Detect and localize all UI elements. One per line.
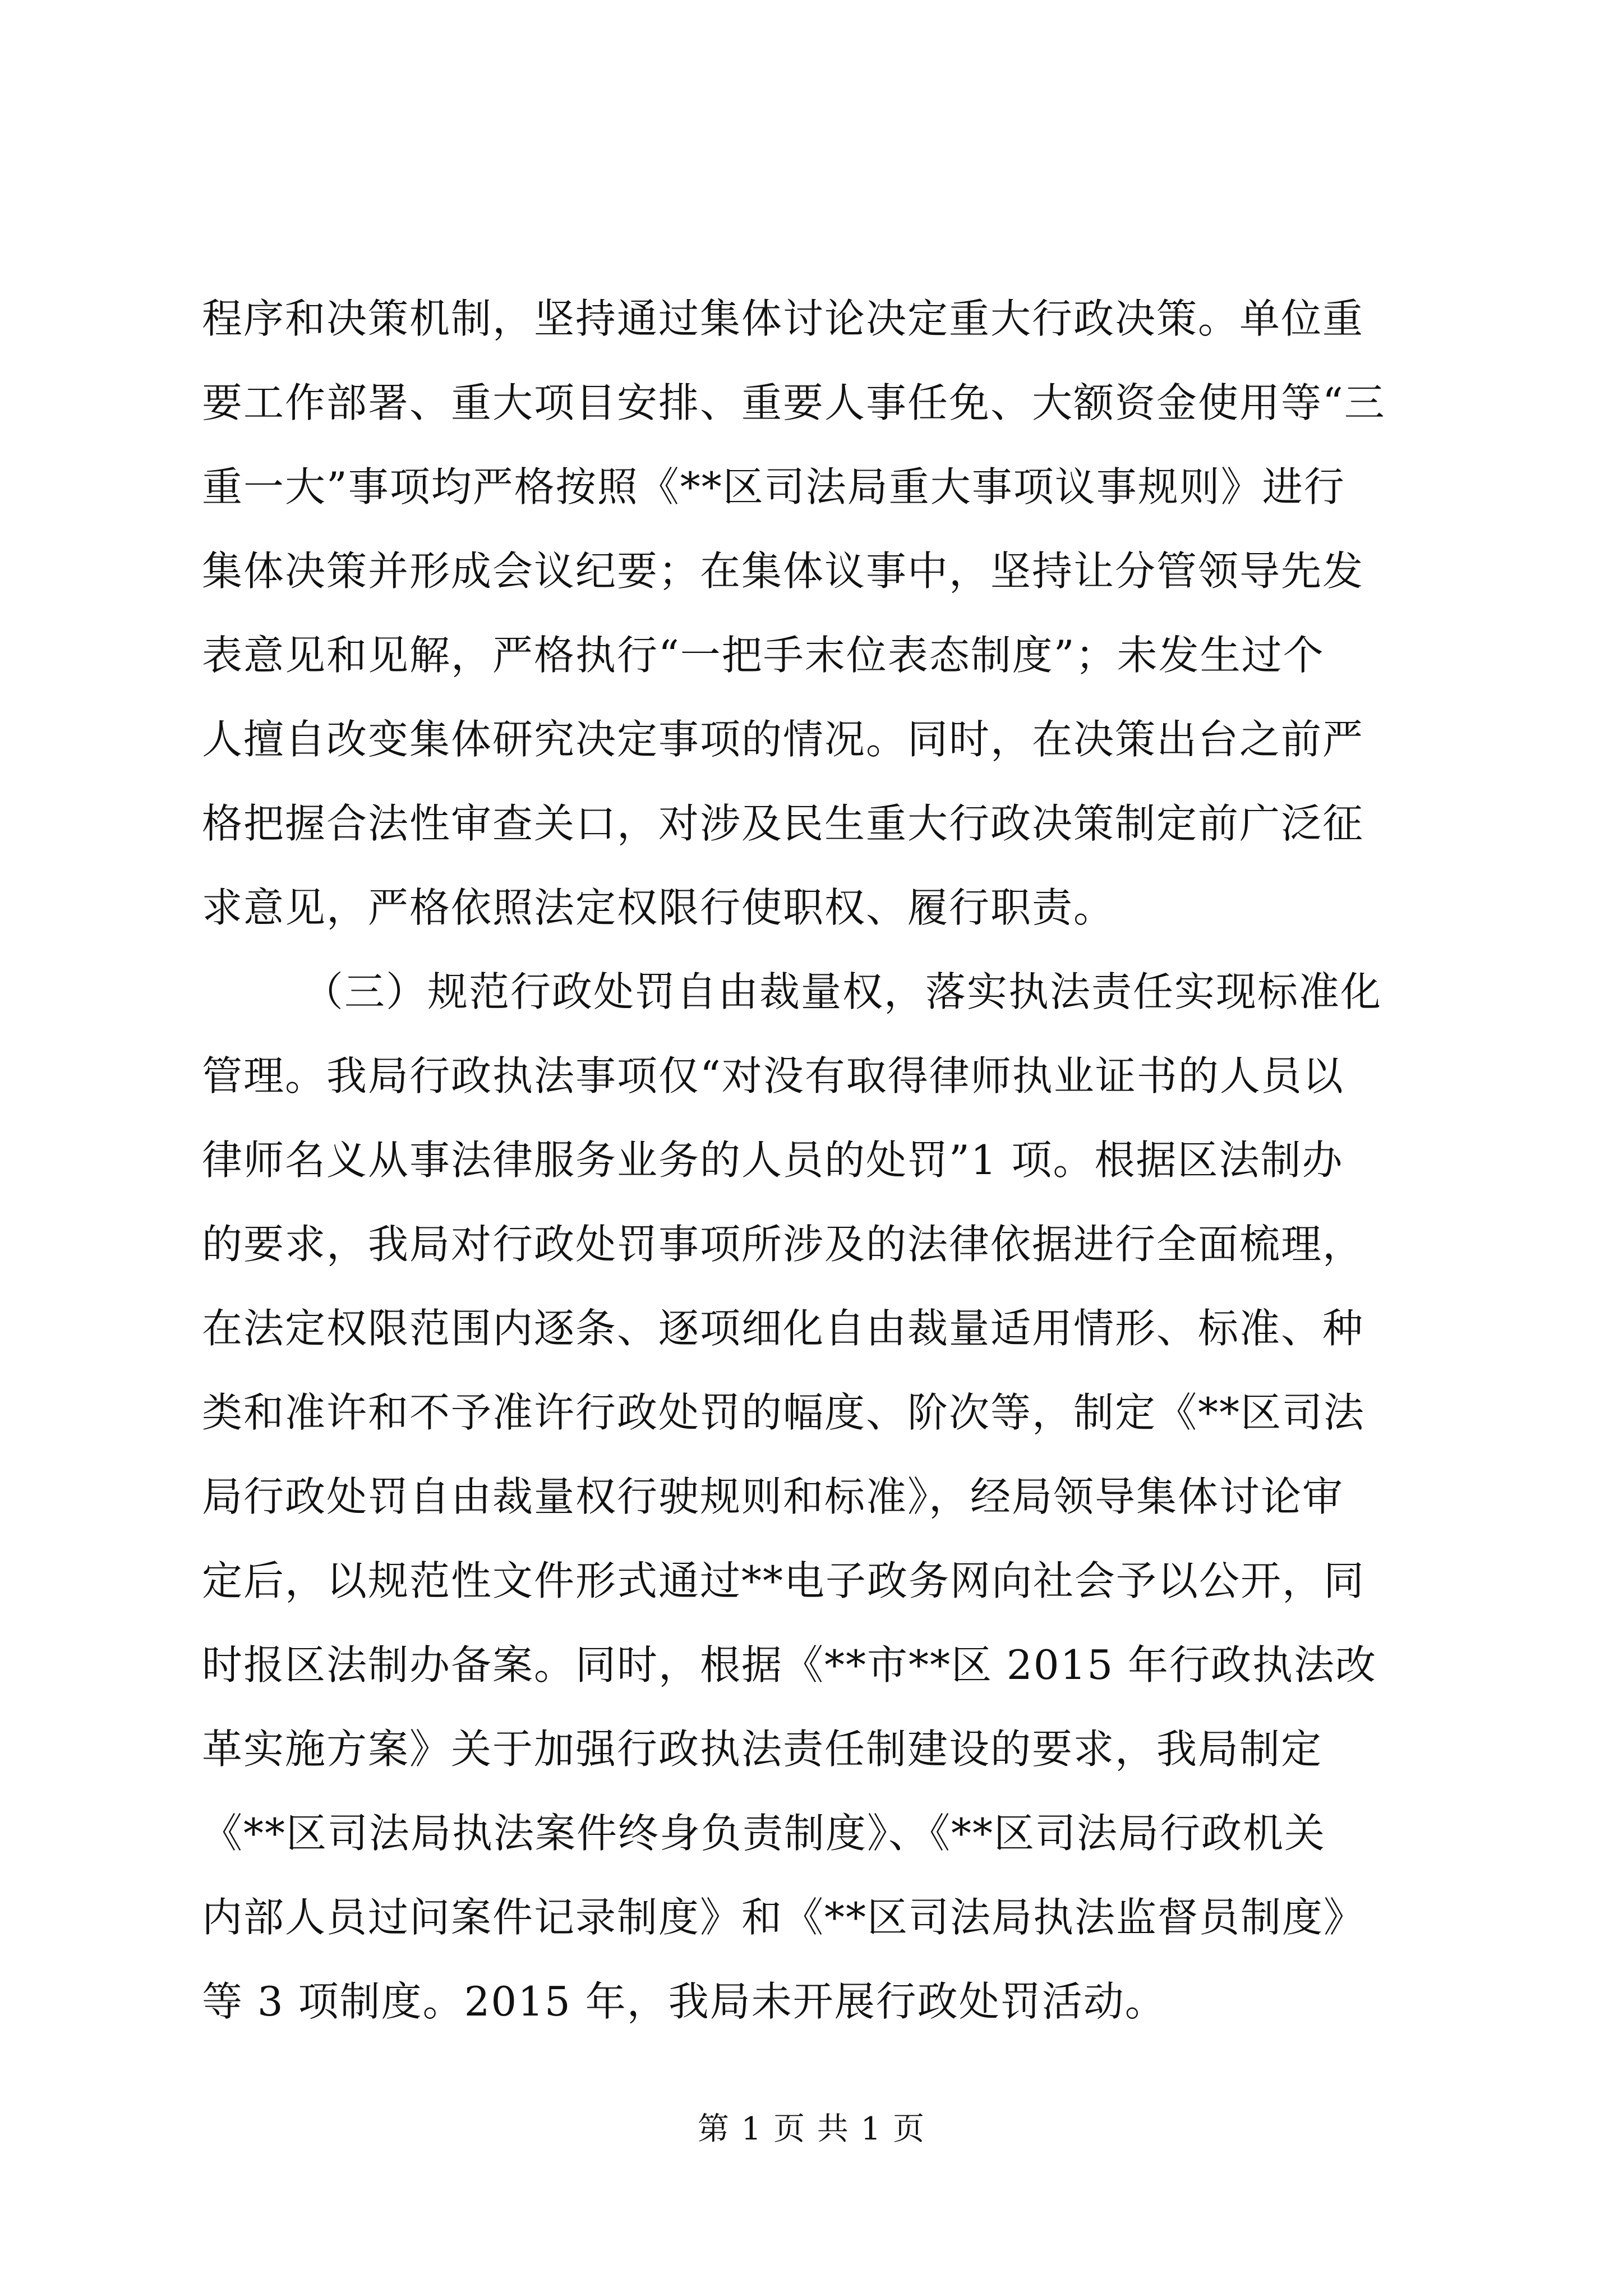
paragraph-line: 局行政处罚自由裁量权行驶规则和标准》，经局领导集体讨论审 [202,1473,1344,1520]
paragraph-line: 集体决策并形成会议纪要；在集体议事中，坚持让分管领导先发 [202,547,1364,595]
paragraph-line: 定后，以规范性文件形式通过**电子政务网向社会予以公开，同 [202,1557,1366,1604]
paragraph-line: 《**区司法局执法案件终身负责制度》、《**区司法局行政机关 [202,1810,1326,1857]
paragraph-line: 表意见和见解，严格执行“一把手末位表态制度”；未发生过个 [202,632,1325,679]
section-heading-line: （三）规范行政处罚自由裁量权，落实执法责任实现标准化 [303,968,1382,1015]
paragraph-line: 重一大”事项均严格按照《**区司法局重大事项议事规则》进行 [202,463,1345,510]
paragraph-line: 要工作部署、重大项目安排、重要人事任免、大额资金使用等“三 [202,379,1386,426]
paragraph-line: 时报区法制办备案。同时，根据《**市**区 2015 年行政执法改 [202,1641,1377,1688]
paragraph-line: 求意见，严格依照法定权限行使职权、履行职责。 [202,884,1115,931]
paragraph-line: 程序和决策机制，坚持通过集体讨论决定重大行政决策。单位重 [202,295,1364,342]
paragraph-line: 类和准许和不予准许行政处罚的幅度、阶次等，制定《**区司法 [202,1389,1366,1436]
paragraph-line: 内部人员过问案件记录制度》和《**区司法局执法监督员制度》 [202,1894,1366,1941]
page-footer: 第 1 页 共 1 页 [697,2111,926,2147]
paragraph-line: 人擅自改变集体研究决定事项的情况。同时，在决策出台之前严 [202,716,1364,763]
paragraph-line: 律师名义从事法律服务业务的人员的处罚”1 项。根据区法制办 [202,1137,1344,1184]
paragraph-line: 等 3 项制度。2015 年，我局未开展行政处罚活动。 [202,1978,1166,2025]
paragraph-line: 格把握合法性审查关口，对涉及民生重大行政决策制定前广泛征 [202,800,1364,847]
paragraph-line: 的要求，我局对行政处罚事项所涉及的法律依据进行全面梳理， [202,1221,1364,1268]
paragraph-line: 管理。我局行政执法事项仅“对没有取得律师执业证书的人员以 [202,1052,1344,1099]
paragraph-line: 在法定权限范围内逐条、逐项细化自由裁量适用情形、标准、种 [202,1305,1364,1352]
paragraph-line: 革实施方案》关于加强行政执法责任制建设的要求，我局制定 [202,1726,1323,1773]
